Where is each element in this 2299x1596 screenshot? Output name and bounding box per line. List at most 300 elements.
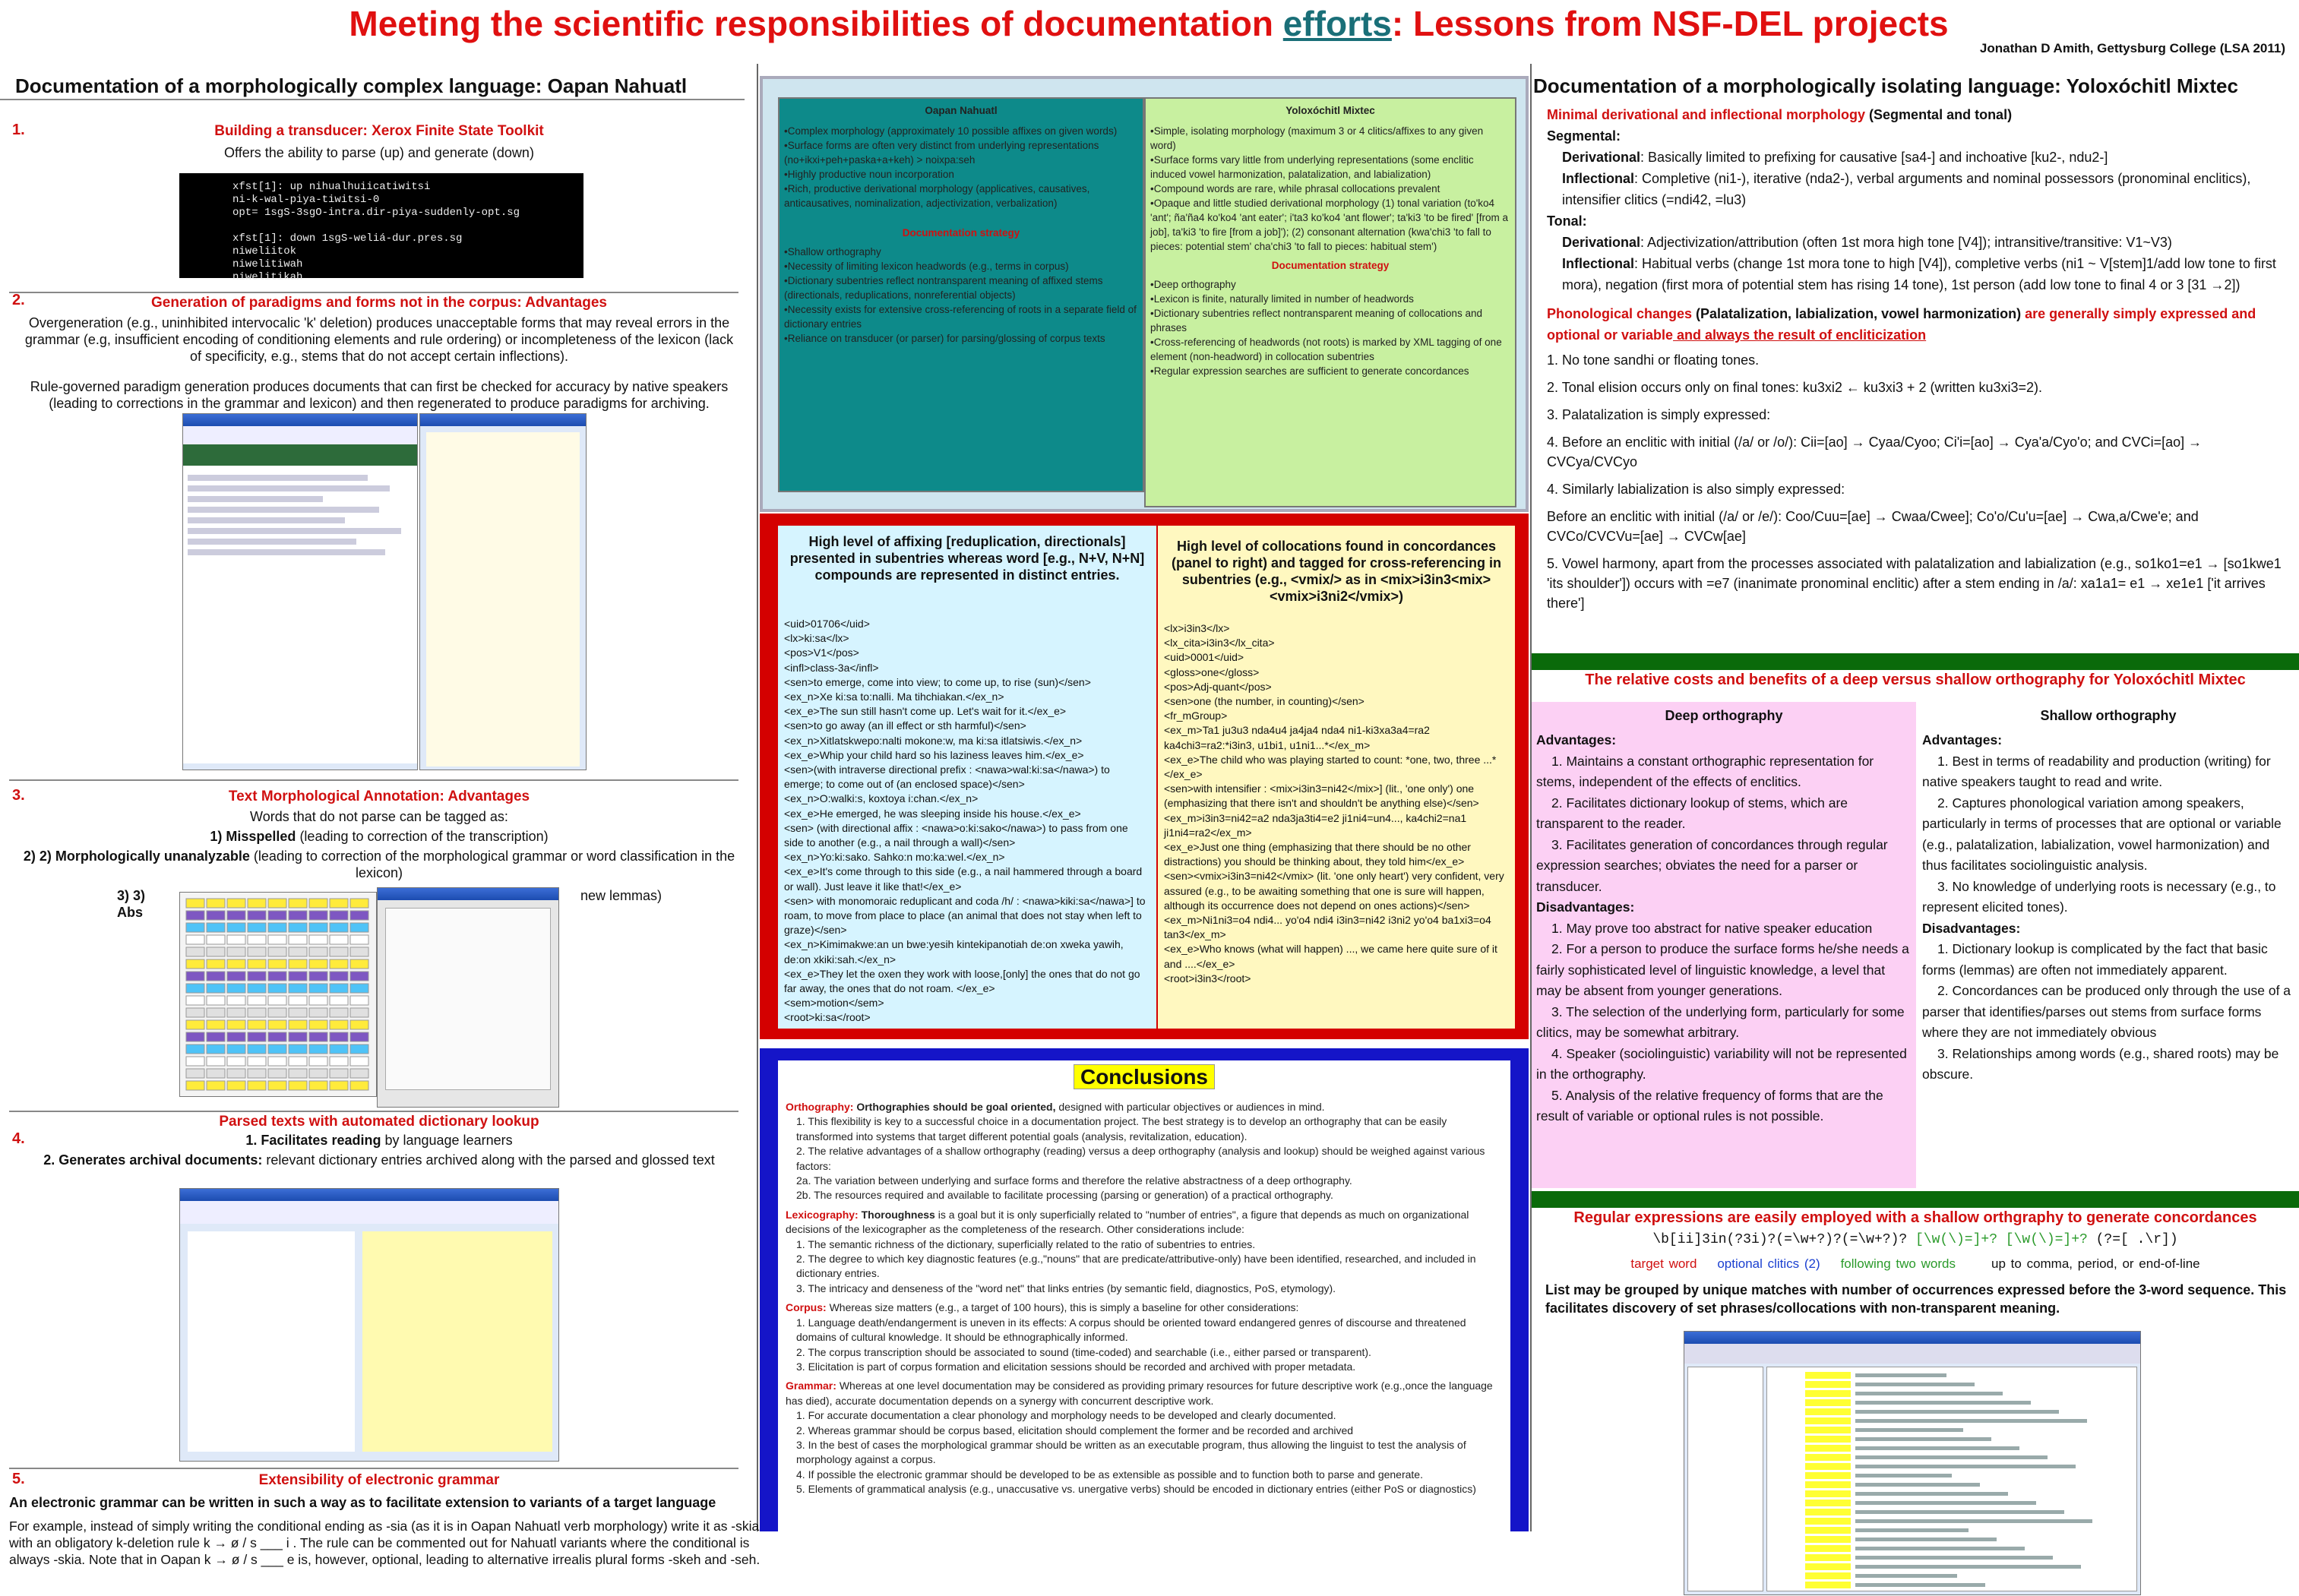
concordance-line: [1855, 1528, 1969, 1532]
annotation-cell: [248, 984, 266, 993]
terminal-line: niwelitiwah: [232, 258, 303, 270]
concordance-highlight: [1805, 1554, 1851, 1561]
nahuatl-feature: •Complex morphology (approximately 10 possible affixes on given words): [784, 125, 1118, 137]
annotation-cell: [207, 911, 225, 920]
shallow-disadvantage: 1. Dictionary lookup is complicated by the fact that basic forms (lemmas) are often not immediately apparent.: [1922, 941, 2268, 978]
section-3-item-2: 2) 2) Morphologically unanalyzable (leading to correction of the morphological grammar or word classification in the lexicon): [23, 849, 735, 880]
section-2-title: Generation of paradigms and forms not in the corpus: Advantages: [151, 295, 607, 311]
section-4-item-2: 2. Generates archival documents: relevant dictionary entries archived along with the parsed and glossed text: [43, 1152, 715, 1168]
mixtec-entry-line: <ex_e>Who knows (what will happen) ..., we came here quite sure of it and ....</ex_e>: [1164, 943, 1497, 970]
section-3-title: Text Morphological Annotation: Advantages: [228, 789, 530, 804]
nahuatl-strategy-item: •Necessity exists for extensive cross-referencing of roots in a separate field of dictionary entries: [784, 304, 1137, 330]
mixtec-entry-line: <ex_e>The child who was playing started to count: *one, two, three ...*</ex_e>: [1164, 753, 1497, 781]
annotation-cell: [207, 1020, 225, 1029]
annotation-cell: [289, 984, 307, 993]
concordance-highlight: [1805, 1472, 1851, 1479]
annotation-cell: [207, 935, 225, 944]
nahuatl-heading: Oapan Nahuatl: [925, 105, 998, 116]
title-link[interactable]: efforts: [1282, 4, 1392, 43]
nahuatl-entry-line: <ex_e>The sun still hasn't come up. Let's wait for it.</ex_e>: [784, 705, 1067, 718]
annotation-cell: [309, 996, 327, 1005]
segmental-derivational: Derivational: Basically limited to prefixing for causative [sa4-] and inchoative [ku2-, ndu2-]: [1562, 150, 2108, 165]
annotation-cell: [186, 959, 204, 969]
annotation-cell: [268, 1057, 286, 1066]
section-2-number: 2.: [12, 292, 25, 308]
concordance-highlight: [1805, 1545, 1851, 1552]
annotation-cell: [268, 972, 286, 981]
annotation-cell: [227, 935, 245, 944]
conclusion-item: 1. The semantic richness of the dictionary, superficially related to the ratio of subentries to entries.: [796, 1237, 1256, 1250]
title-text-1: Meeting the scientific responsibilities of documentation: [349, 4, 1283, 43]
annotation-cell: [207, 972, 225, 981]
annotation-cell: [350, 996, 368, 1005]
annotation-cell: [227, 1020, 245, 1029]
nahuatl-entry-line: <ex_e>They let the oxen they work with loose,[only] the ones that do not go far away, the ones that do not roam. </ex_e>: [784, 967, 1140, 995]
concordance-highlight: [1805, 1509, 1851, 1515]
annotation-cell: [350, 911, 368, 920]
nahuatl-strategy-title: Documentation strategy: [902, 227, 1020, 239]
regex-note: List may be grouped by unique matches with number of occurrences expressed before the 3-word sequence. This facilitates discovery of set phrases/collocations with non-transparent meaning.: [1545, 1282, 2287, 1316]
annotation-cell: [248, 1008, 266, 1017]
annotation-cell: [350, 1020, 368, 1029]
annotation-cell: [350, 1057, 368, 1066]
mixtec-entry-line: <sen>with intensifier : <mix>i3in3=ni42</mix>] (lit., 'one only') one (emphasizing that there isn't and shouldn't be anything else)</sen>: [1164, 782, 1479, 810]
annotation-cell: [207, 984, 225, 993]
nahuatl-entry-line: <sen>to go away (an ill effect or sth harmful)</sen>: [784, 719, 1026, 732]
mixtec-entry-line: <sen><vmix>i3in3=ni42</vmix> (lit. 'one only heart') very confident, very assured (e.g., to be awaiting something that one is sure will happen, although its occurrence does not depend on ones actions)</sen>: [1164, 870, 1504, 912]
nahuatl-entry-head: High level of affixing [reduplication, directionals] presented in subentries whereas word [e.g., N+V, N+N] compounds are represented in distinct entries.: [789, 534, 1145, 583]
conclusion-item: 3. Elicitation is part of corpus formation and elicitation sessions should be recorded and archived with proper metadata.: [796, 1360, 1356, 1373]
tonal-label: Tonal:: [1547, 213, 1587, 229]
annotation-cell: [309, 972, 327, 981]
right-heading: Documentation of a morphologically isolating language: Yoloxóchitl Mixtec: [1533, 74, 2238, 97]
concordance-highlight: [1805, 1572, 1851, 1579]
annotation-screenshot-1: [179, 892, 377, 1097]
mixtec-heading: Yoloxóchitl Mixtec: [1285, 105, 1375, 116]
concordance-line: [1855, 1483, 1980, 1487]
annotation-cell: [227, 972, 245, 981]
mixtec-strategy-item: •Lexicon is finite, naturally limited in number of headwords: [1150, 293, 1414, 305]
mixtec-strategy-item: •Dictionary subentries reflect nontransparent meaning of collocations and phrases: [1150, 308, 1482, 333]
nahuatl-entry-line: <ex_n>Xitlatskwepo:nalti mokone:w, ma ki:sa itlatsiwis.</ex_n>: [784, 734, 1083, 747]
annotation-cell: [309, 1008, 327, 1017]
nahuatl-entry-line: <ex_e>He emerged, he was sleeping inside his house.</ex_e>: [784, 807, 1081, 820]
nahuatl-entry-line: <sen>(with intraverse directional prefix : <nawa>wal:ki:sa</nawa>) to emerge; to come out of (an enclosed space)</sen>: [784, 763, 1110, 791]
annotation-cell: [248, 959, 266, 969]
phonology-item: 3. Palatalization is simply expressed:: [1547, 407, 1771, 422]
annotation-cell: [268, 959, 286, 969]
section-3-item-3a: 3) 3) Abs: [117, 888, 146, 920]
mixtec-feature: •Surface forms vary little from underlying representations (some enclitic induced vowel harmonization, palatalization, and labialization): [1150, 154, 1474, 180]
nahuatl-entry-line: <uid>01706</uid>: [784, 618, 870, 630]
annotation-cell: [248, 1069, 266, 1078]
entries-box: [760, 514, 1529, 1039]
conclusions-box: [760, 1048, 1529, 1531]
mixtec-entry-line: <uid>0001</uid>: [1164, 651, 1244, 664]
annotation-cell: [186, 899, 204, 908]
segmental-label: Segmental:: [1547, 128, 1621, 144]
annotation-cell: [248, 899, 266, 908]
concordance-highlight: [1805, 1408, 1851, 1415]
annotation-cell: [330, 1032, 348, 1041]
annotation-cell: [330, 911, 348, 920]
xfst-terminal: [179, 173, 583, 283]
annotation-cell: [289, 996, 307, 1005]
concordance-line: [1855, 1492, 2008, 1496]
concordance-line: [1855, 1519, 2092, 1523]
deep-disadvantage: 5. Analysis of the relative frequency of forms that are the result of variable or optional rules is not possible.: [1536, 1087, 1883, 1124]
nahuatl-entry-line: <ex_n>O:walki:s, koxtoya i:chan.</ex_n>: [784, 792, 979, 805]
annotation-cell: [227, 1057, 245, 1066]
annotation-cell: [227, 1008, 245, 1017]
annotation-cell: [350, 935, 368, 944]
annotation-cell: [207, 1045, 225, 1054]
annotation-cell: [207, 1069, 225, 1078]
annotation-cell: [207, 1081, 225, 1090]
annotation-cell: [207, 1057, 225, 1066]
concordance-line: [1855, 1501, 2036, 1505]
annotation-cell: [289, 959, 307, 969]
mixtec-entry-line: <root>i3in3</root>: [1164, 972, 1251, 984]
annotation-cell: [350, 1081, 368, 1090]
annotation-cell: [268, 984, 286, 993]
annotation-cell: [186, 1045, 204, 1054]
browser-screenshot-1: [182, 413, 418, 770]
annotation-cell: [309, 899, 327, 908]
nahuatl-entry-line: <infl>class-3a</infl>: [784, 661, 879, 674]
conclusion-item: 2. The relative advantages of a shallow orthography (reading) versus a deep orthography (analysis and lookup) should be weighed against various factors:: [796, 1145, 1485, 1172]
annotation-cell: [330, 923, 348, 932]
mixtec-strategy-item: •Regular expression searches are sufficient to generate concordances: [1150, 365, 1469, 377]
concordance-line: [1855, 1547, 2025, 1550]
middle-column: [760, 76, 1529, 1531]
nahuatl-feature: •Highly productive noun incorporation: [784, 169, 954, 180]
nahuatl-entry-line: <ex_n>Xe ki:sa to:nalli. Ma tihchiakan.</ex_n>: [784, 691, 1004, 703]
annotation-cell: [207, 959, 225, 969]
concordance-line: [1855, 1574, 1957, 1578]
concordance-line: [1855, 1446, 2019, 1450]
annotation-cell: [248, 972, 266, 981]
nahuatl-feature: •Surface forms are often very distinct from underlying representations (no+ikxi+peh+paska+a+keh) > noixpa:seh: [784, 140, 1099, 166]
annotation-cell: [248, 935, 266, 944]
terminal-line: niwelitikah: [232, 271, 303, 283]
annotation-cell: [309, 947, 327, 956]
annotation-cell: [227, 996, 245, 1005]
annotation-cell: [207, 923, 225, 932]
section-5-title: Extensibility of electronic grammar: [258, 1472, 500, 1488]
nahuatl-strategy-item: •Shallow orthography: [784, 246, 881, 258]
annotation-cell: [350, 1032, 368, 1041]
segmental-inflectional: Inflectional: Completive (ni1-), iterative (nda2-), verbal arguments and nominal possessors (pronominal enclitics), intensifier clitics (=ndi42, =lu3): [1562, 171, 2251, 207]
annotation-cell: [309, 959, 327, 969]
concordance-line: [1855, 1401, 2031, 1405]
concordance-highlight: [1805, 1381, 1851, 1388]
annotation-cell: [186, 972, 204, 981]
annotation-cell: [227, 959, 245, 969]
conclusion-item: 3. In the best of cases the morphological grammar should be written as an executable program, thus allowing the linguist to test the analysis of morphology against a corpus.: [796, 1438, 1466, 1466]
mixtec-panel: [1144, 97, 1516, 507]
nahuatl-entry-line: <sem>motion</sem>: [784, 997, 884, 1010]
annotation-cell: [309, 1045, 327, 1054]
terminal-line: [232, 220, 530, 232]
section-4-number: 4.: [12, 1130, 25, 1147]
annotation-cell: [227, 1081, 245, 1090]
concordance-highlight: [1805, 1372, 1851, 1379]
section-5-para: For example, instead of simply writing the conditional ending as -sia (as it is in Oapan Nahuatl verb morphology) write it as -skia with an obligatory k-deletion rule k → ø / s ___ i . The rule can be commented out for Nahuatl variants where the conditional is always -skia. Note that in Oapan k → ø / s ___ e is, however, optional, leading to alternative irrealis plural forms -skeh and -seh.: [9, 1519, 761, 1567]
conclusion-p2: Lexicography: Thoroughness is a goal but it is only superficially related to "number of entries", a figure that depends as much on organizational decisions of the lexicographer as the completeness of the research. Other considerations include:: [786, 1208, 1469, 1236]
annotation-cell: [268, 947, 286, 956]
conclusions-title: Conclusions: [1074, 1064, 1215, 1089]
shallow-adv-label: Advantages:: [1922, 732, 2003, 747]
mixtec-entry-line: <pos>Adj-quant</pos>: [1164, 680, 1272, 693]
concordance-screenshot: [1684, 1331, 2141, 1595]
annotation-cell: [309, 1057, 327, 1066]
annotation-cell: [268, 935, 286, 944]
concordance-highlight: [1805, 1436, 1851, 1443]
conclusion-p3: Corpus: Whereas size matters (e.g., a target of 100 hours), this is simply a baseline for other considerations:: [786, 1301, 1299, 1314]
annotation-cell: [186, 1057, 204, 1066]
nahuatl-strategy-item: •Dictionary subentries reflect nontransparent meaning of affixed stems (directionals, reduplications, nonreferential objects): [784, 275, 1103, 301]
mixtec-entry-line: <ex_m>Ni1ni3=o4 ndi4... yo'o4 ndi4 i3in3=ni42 i3ni2 yo'o4 ba1xi3=o4 tan3</ex_m>: [1164, 914, 1491, 941]
deep-disadvantage: 2. For a person to produce the surface forms he/she needs a fairly sophisticated level of linguistic knowledge, a level that may be absent from younger generations.: [1536, 941, 1909, 998]
annotation-cell: [227, 1045, 245, 1054]
conclusion-item: 1. Language death/endangerment is uneven in its effects: A corpus should be oriented toward endangered genres of discourse and threatened domains of cultural knowledge. It should be ethnographically informed.: [796, 1316, 1466, 1344]
mixtec-entry-line: <fr_mGroup>: [1164, 710, 1228, 722]
annotation-cell: [350, 923, 368, 932]
annotation-cell: [309, 1032, 327, 1041]
phonological-heading: Phonological changes (Palatalization, labialization, vowel harmonization) are generally simply expressed and optional or variable and always the result of encliticization: [1547, 306, 2256, 343]
annotation-cell: [186, 923, 204, 932]
concordance-highlight: [1805, 1582, 1851, 1588]
tonal-derivational: Derivational: Adjectivization/attribution (often 1st mora high tone [V4]); intransitive/transitive: V1~V3): [1562, 235, 2172, 250]
conclusion-item: 2b. The resources required and available to facilitate processing (parsing or generation) of a practical orthography.: [796, 1189, 1333, 1202]
annotation-cell: [350, 899, 368, 908]
terminal-line: niweliitok: [232, 245, 297, 258]
mixtec-entry-head: High level of collocations found in concordances (panel to right) and tagged for cross-referencing in subentries (e.g., <vmix/> as in <mix>i3in3<mix> <vmix>i3ni2</vmix>): [1171, 539, 1502, 604]
costs-title: The relative costs and benefits of a deep versus shallow orthography for Yoloxóchitl Mixtec: [1585, 672, 2246, 688]
shallow-orthography-panel: [1918, 702, 2299, 1188]
concordance-highlight: [1805, 1454, 1851, 1461]
annotation-cell: [207, 1008, 225, 1017]
concordance-line: [1855, 1538, 1997, 1541]
annotation-cell: [330, 984, 348, 993]
annotation-cell: [227, 911, 245, 920]
concordance-highlight: [1805, 1417, 1851, 1424]
section-3-item-3b: new lemmas): [580, 888, 663, 903]
dictionary-lookup-screenshot: [179, 1188, 559, 1462]
conclusion-item: 2. The degree to which key diagnostic features (e.g.,"nouns" that are predicate/attributive-only) have been identified, researched, and included in dictionary entries.: [796, 1253, 1476, 1280]
annotation-cell: [289, 1045, 307, 1054]
annotation-cell: [268, 923, 286, 932]
annotation-cell: [248, 911, 266, 920]
mixtec-feature: •Compound words are rare, while phrasal collocations prevalent: [1150, 183, 1440, 194]
annotation-cell: [268, 911, 286, 920]
section-4-title: Parsed texts with automated dictionary lookup: [219, 1114, 539, 1130]
nahuatl-entry-line: <sen> with monomoraic reduplicant and coda /h/ : <nawa>kiki:sa</nawa>] to roam, to move from place to place (an animal that does not stay when left to graze)</sen>: [784, 894, 1146, 937]
deep-advantage: 2. Facilitates dictionary lookup of stems, which are transparent to the reader.: [1536, 795, 1848, 831]
section-1-title: Building a transducer: Xerox Finite State Toolkit: [214, 123, 544, 139]
mixtec-entry-line: <lx_cita>i3in3</lx_cita>: [1164, 637, 1275, 649]
regex-legend: target word optional clitics (2) following two words up to comma, period, or end-of-line: [1630, 1256, 2200, 1271]
annotation-cell: [268, 1008, 286, 1017]
annotation-cell: [330, 1069, 348, 1078]
nahuatl-feature: •Rich, productive derivational morphology (applicatives, causatives, anticausatives, nominalization, adjectivization, verbalization): [784, 183, 1090, 209]
terminal-line: ni-k-wal-piya-tiwitsi-0: [232, 194, 380, 206]
annotation-cell: [330, 947, 348, 956]
deep-advantage: 1. Maintains a constant orthographic representation for stems, independent of the effects of enclitics.: [1536, 753, 1874, 789]
concordance-line: [1855, 1455, 2048, 1459]
annotation-cell: [186, 1008, 204, 1017]
nahuatl-panel: [778, 97, 1144, 492]
annotation-cell: [330, 972, 348, 981]
concordance-line: [1855, 1465, 2076, 1468]
conclusion-p1: Orthography: Orthographies should be goal oriented, designed with particular objectives or audiences in mind.: [786, 1101, 1325, 1113]
terminal-line: xfst[1]: down 1sgS-weliá-dur.pres.sg: [232, 232, 463, 245]
mixtec-entry-line: <ex_e>Just one thing (emphasizing that there should be no other distractions) you should be thinking about, they told him</ex_e>: [1164, 841, 1471, 868]
conclusion-item: 3. The intricacy and denseness of the "word net" that links entries (by semantic field, diagnostics, PoS, etymology).: [796, 1282, 1336, 1294]
concordance-highlight: [1805, 1500, 1851, 1506]
annotation-cell: [289, 972, 307, 981]
concordance-line: [1855, 1428, 1963, 1432]
deep-adv-label: Advantages:: [1536, 732, 1617, 747]
annotation-cell: [186, 984, 204, 993]
deep-advantage: 3. Facilitates generation of concordances through regular expression searches; obviates the need for a parser or transducer.: [1536, 836, 1888, 894]
conclusion-item: 2. The corpus transcription should be associated to sound (time-coded) and searchable (i.e., either parsed or transparent).: [796, 1345, 1371, 1358]
nahuatl-entry-line: <sen>to emerge, come into view; to come up, to rise (sun)</sen>: [784, 675, 1091, 688]
conclusion-item: 1. This flexibility is key to a successful choice in a documentation project. The best strategy is to develop an orthography that can be easily transformed into systems that target different potential goals (analysis, revitalization, education).: [796, 1115, 1447, 1142]
shallow-advantage: 3. No knowledge of underlying roots is necessary (e.g., to represent elicited tones).: [1922, 878, 2276, 915]
annotation-cell: [268, 899, 286, 908]
annotation-cell: [186, 1020, 204, 1029]
phonology-item: 5. Vowel harmony, apart from the processes associated with palatalization and labialization (e.g., so1ko1=e1 → [so1kwe1 'its shoulder']) occurs with =e7 (inanimate pronominal enclitic) after a stem ending in /a/: xa1a1= e1 → xe1e1 ['it arrives there']: [1547, 556, 2282, 611]
annotation-cell: [186, 1081, 204, 1090]
annotation-cell: [350, 984, 368, 993]
author-byline: Jonathan D Amith, Gettysburg College (LSA 2011): [1979, 41, 2285, 55]
phonology-item: Before an enclitic with initial (/a/ or /e/): Coo/Cuu=[ae] → Cwaa/Cwee]; Co'o/Cu'u=[ae] → Cwa,a/Cwe'e; and CVCo/CVCVu=[ae] → CVCw[ae]: [1547, 509, 2199, 544]
annotation-cell: [268, 996, 286, 1005]
concordance-line: [1855, 1410, 2059, 1414]
annotation-cell: [248, 1081, 266, 1090]
mixtec-entry-line: <ex_m>i3in3=ni42=a2 nda3ja3ti4=e2 ji1ni4=un4..., ka4chi2=na1 ji1ni4=ra2</ex_m>: [1164, 811, 1467, 839]
annotation-cell: [227, 899, 245, 908]
conclusion-item: 4. If possible the electronic grammar should be developed to be as extensible as possible and to function both to parse and generate.: [796, 1468, 1423, 1481]
annotation-cell: [350, 1045, 368, 1054]
annotation-cell: [330, 1057, 348, 1066]
browser-screenshot-2: [419, 413, 587, 770]
concordance-highlight: [1805, 1427, 1851, 1433]
mixtec-entry-line: <lx>i3in3</lx>: [1164, 622, 1230, 634]
annotation-cell: [268, 1045, 286, 1054]
annotation-cell: [186, 935, 204, 944]
annotation-cell: [289, 1057, 307, 1066]
annotation-cell: [186, 911, 204, 920]
annotation-cell: [330, 996, 348, 1005]
annotation-cell: [227, 1069, 245, 1078]
deep-disadvantage: 3. The selection of the underlying form, particularly for some clitics, may be somewhat arbitrary.: [1536, 1003, 1905, 1040]
concordance-highlight: [1805, 1518, 1851, 1525]
nahuatl-entry-panel: [778, 526, 1156, 1029]
nahuatl-entry-line: <ex_e>Whip your child hard so his laziness leaves him.</ex_e>: [784, 748, 1084, 761]
shallow-disadvantage: 3. Relationships among words (e.g., shared roots) may be obscure.: [1922, 1045, 2279, 1082]
section-3-item-1: 1) Misspelled (leading to correction of the transcription): [210, 829, 549, 844]
section-3-intro: Words that do not parse can be tagged as:: [250, 809, 508, 824]
mixtec-feature: •Simple, isolating morphology (maximum 3 or 4 clitics/affixes to any given word): [1150, 125, 1484, 151]
mixtec-entry-line: <sen>one (the number, in counting)</sen>: [1164, 695, 1365, 708]
section-5-number: 5.: [12, 1471, 25, 1487]
annotation-cell: [330, 1020, 348, 1029]
annotation-cell: [248, 1057, 266, 1066]
annotation-cell: [350, 972, 368, 981]
left-heading: Documentation of a morphologically complex language: Oapan Nahuatl: [15, 74, 688, 97]
annotation-cell: [330, 899, 348, 908]
annotation-cell: [330, 959, 348, 969]
annotation-cell: [330, 1045, 348, 1054]
shallow-advantage: 2. Captures phonological variation among speakers, particularly in terms of processes that are optional or variable (e.g., palatalization, labialization, vowel harmonization) and thus facilitates sociolinguistic analysis.: [1922, 795, 2282, 873]
comparison-box: [760, 76, 1529, 512]
annotation-cell: [248, 947, 266, 956]
concordance-line: [1855, 1419, 2087, 1423]
phonology-item: 4. Before an enclitic with initial (/a/ or /o/): Cii=[ao] → Cyaa/Cyoo; Ci'i=[ao] → Cya'a/Cyo'o; and CVCi=[ao] → CVCya/CVCyo: [1547, 435, 2203, 469]
annotation-cell: [207, 947, 225, 956]
nahuatl-entry-line: <lx>ki:sa</lx>: [784, 632, 849, 645]
section-4-item-1: 1. Facilitates reading by language learners: [245, 1133, 513, 1148]
annotation-cell: [309, 1069, 327, 1078]
concordance-line: [1855, 1474, 1952, 1477]
annotation-cell: [248, 1020, 266, 1029]
annotation-cell: [309, 1081, 327, 1090]
conclusion-item: 1. For accurate documentation a clear phonology and morphology needs to be developed and clearly documented.: [796, 1409, 1336, 1422]
green-divider-1: [1532, 653, 2299, 670]
annotation-cell: [186, 1069, 204, 1078]
annotation-cell: [207, 996, 225, 1005]
annotation-cell: [289, 1032, 307, 1041]
annotation-cell: [330, 1081, 348, 1090]
right-column: [1530, 64, 2297, 1531]
annotation-cell: [350, 1008, 368, 1017]
annotation-cell: [268, 1020, 286, 1029]
mixtec-entry-panel: [1158, 526, 1515, 1029]
annotation-cell: [248, 1045, 266, 1054]
annotation-cell: [268, 1032, 286, 1041]
concordance-highlight: [1805, 1563, 1851, 1570]
annotation-screenshot-2: [377, 887, 559, 1108]
tonal-inflectional: Inflectional: Habitual verbs (change 1st mora tone to high [V4]), completive verbs (ni1 ~ V[stem]1/add low tone to first mora), negation (first mora of potential stem has rising 14 tone), 1st person (add low tone to final 4 or 3 [31 →2]): [1562, 256, 2276, 292]
concordance-line: [1855, 1583, 1985, 1587]
deep-disadvantage: 1. May prove too abstract for native speaker education: [1551, 920, 1873, 936]
annotation-cell: [248, 923, 266, 932]
regex-title: Regular expressions are easily employed with a shallow orthgraphy to generate concordances: [1573, 1209, 2257, 1226]
annotation-cell: [289, 923, 307, 932]
annotation-cell: [350, 947, 368, 956]
shallow-dis-label: Disadvantages:: [1922, 920, 2021, 936]
annotation-cell: [309, 935, 327, 944]
annotation-cell: [309, 1020, 327, 1029]
mixtec-strategy-item: •Cross-referencing of headwords (not roots) is marked by XML tagging of one element (non-headword) in collocation subentries: [1150, 337, 1502, 362]
concordance-line: [1855, 1383, 1975, 1386]
morph-intro: Minimal derivational and inflectional morphology (Segmental and tonal): [1547, 107, 2013, 122]
annotation-cell: [289, 1069, 307, 1078]
annotation-cell: [268, 1081, 286, 1090]
mixtec-entry-line: <ex_m>Ta1 ju3u3 nda4u4 ja4ja4 nda4 ni1-ki3xa3a4=ra2 ka4chi3=ra2:*i3in3, u1bi1, u1ni1...*</ex_m>: [1164, 724, 1430, 751]
nahuatl-entry-line: <ex_e>It's come through to this side (e.g., a nail hammered through a board or wall). Just leave it like that!</ex_e>: [784, 865, 1143, 893]
nahuatl-entry-line: <pos>V1</pos>: [784, 646, 859, 659]
section-1-number: 1.: [12, 122, 25, 138]
annotation-cell: [289, 935, 307, 944]
annotation-cell: [289, 899, 307, 908]
section-5-bold: An electronic grammar can be written in such a way as to facilitate extension to variants of a target language: [9, 1495, 716, 1510]
conclusions-panel: [778, 1060, 1510, 1531]
annotation-cell: [268, 1069, 286, 1078]
